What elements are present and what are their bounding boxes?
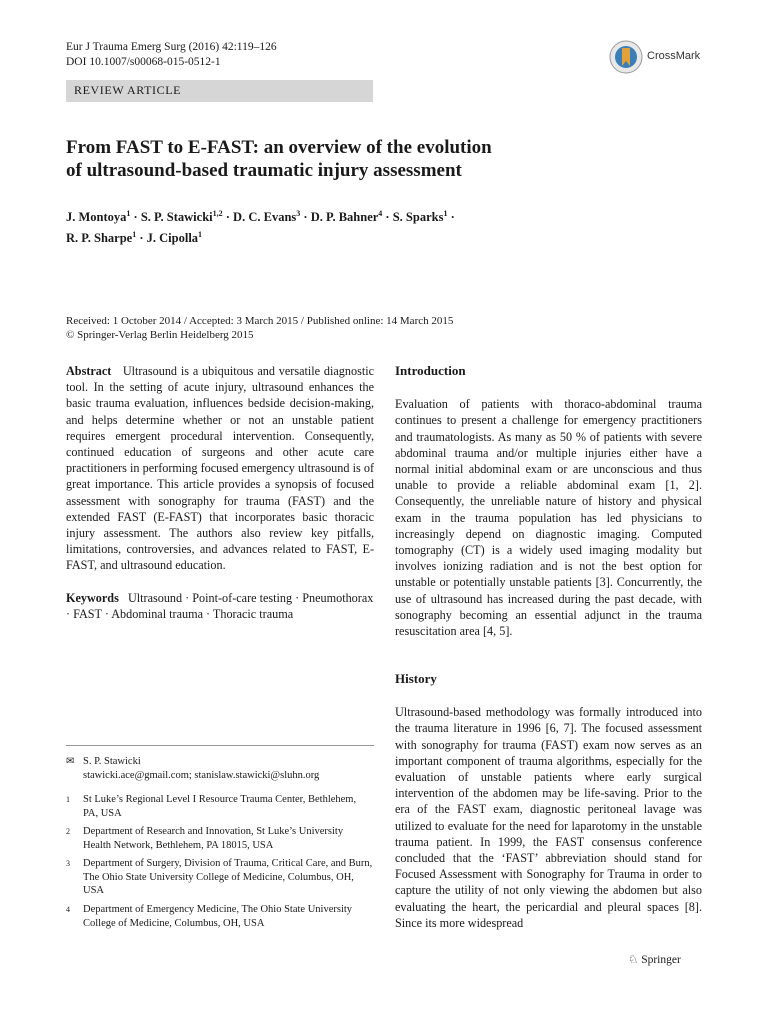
article-type-label: REVIEW ARTICLE [74, 83, 182, 97]
title-line-1: From FAST to E-FAST: an overview of the evolution [66, 137, 492, 158]
history-text: Ultrasound-based methodology was formally introduced into the trauma literature in 1996 [6, 7]. The focused assessment with sonography for trauma (FAST) exam now serves as an important component of trauma algorithms, especially for the evaluation of unstable patients where early surgical intervention of the abdomen may be life-saving. Prior to the era of the FAST exam, diagnostic peritoneal lavage was utilized to evaluate for the need for laparotomy in the unstable trauma patient. In 1999, the FAST consensus conference concluded that the ‘FAST’ abbreviation should stand for Focused Assessment with Sonography for Trauma in order to capture the utility of not only viewing the abdomen but also evaluating the heart, the pericardial and pleural spaces [8]. Since its more widespread [395, 705, 702, 930]
journal-line: Eur J Trauma Emerg Surg (2016) 42:119–126 [66, 41, 277, 53]
history-section [395, 671, 702, 931]
abstract-text: Ultrasound is a ubiquitous and versatile diagnostic tool. In the setting of acute injury, ultrasound enhances the basic trauma evaluation, influences bedside decision-making, and helps determine whether or not an unstable patient requires emergent procedural intervention. Consequently, continued education of surgeons and other acute care practitioners in performing focused emergency ultrasound is of great importance. This article provides a synopsis of focused assessment with sonography for trauma (FAST) and the extended FAST (E-FAST) that incorporates basic thoracic injury assessment. The authors also review key pitfalls, limitations, controversies, and advances related to FAST, E-FAST, and ultrasound education. [66, 364, 374, 573]
author-affiliation: 3 [296, 209, 301, 218]
author-name[interactable]: R. P. Sharpe [66, 231, 133, 246]
author-name[interactable]: D. P. Bahner [310, 210, 379, 225]
publisher-name: Springer [641, 954, 681, 966]
publication-dates [66, 315, 706, 342]
affiliation-2 [66, 825, 374, 853]
author-affiliation: 1,2 [212, 209, 223, 218]
publisher-footer [628, 952, 681, 966]
author-affiliation: 4 [378, 209, 383, 218]
keywords-text: Ultrasound · Point-of-care testing · Pneumothorax · FAST · Abdominal trauma · Thoracic trauma [66, 591, 374, 622]
affiliation-number: 2 [66, 827, 70, 836]
journal-citation [66, 40, 277, 70]
author-affiliation: 1 [443, 209, 448, 218]
correspondence-name: S. P. Stawicki [83, 756, 141, 767]
author-name[interactable]: D. C. Evans [233, 210, 297, 225]
author-affiliation: 1 [198, 230, 203, 240]
springer-logo-icon: ♘ [628, 954, 639, 966]
article-title [66, 136, 706, 182]
affiliation-number: 3 [66, 859, 70, 868]
author-name[interactable]: S. P. Stawicki [140, 210, 213, 225]
affiliation-4 [66, 903, 374, 931]
title-line-2: of ultrasound-based traumatic injury assessment [66, 160, 462, 181]
keywords [66, 590, 374, 622]
doi-line[interactable]: DOI 10.1007/s00068-015-0512-1 [66, 56, 221, 68]
footnote-divider [66, 745, 374, 746]
author-list: J. Montoya$^1$ · S. P. Stawicki$^{1,2}$ · D. C. Evans$^3$ · D. P. Bahner$^4$ · S. Sparks$^1$ · R. P. Sharpe$^1$ · J. Cipolla$^1$ [66, 209, 455, 246]
affiliation-text: Department of Emergency Medicine, The Ohio State University College of Medicine, Columbus, OH, USA [83, 904, 353, 929]
affiliation-1 [66, 793, 374, 821]
abstract [66, 363, 374, 574]
author-name[interactable]: J. Cipolla [146, 231, 199, 246]
introduction-heading: Introduction [395, 363, 466, 378]
crossmark-label: CrossMark [647, 50, 701, 62]
author-affiliation: 1 [126, 209, 131, 218]
affiliation-text: Department of Research and Innovation, St Luke’s University Health Network, Bethlehem, PA 18015, USA [83, 826, 344, 851]
introduction-text: Evaluation of patients with thoraco-abdominal trauma continues to present a challenge for emergency practitioners and traumatologists. As many as 50 % of patients with severe abdominal trauma and/or multiple injuries either have a normal initial abdominal exam or are unconscious and thus unable to provide a reliable abdominal exam [1, 2]. Consequently, the unreliable nature of history and physical exam in the trauma population has led physicians to increasingly depend on diagnostic imaging. Computed tomography (CT) is a widely used imaging modality but involves ionizing radiation and is not the best option for unstable or potentially unstable patients [3]. Concurrently, the use of ultrasound has increased during the past decade, with sonography becoming an essential adjunct in the trauma resuscitation area [4, 5]. [395, 397, 702, 639]
envelope-icon: ✉ [66, 756, 75, 767]
dates-line: Received: 1 October 2014 / Accepted: 3 March 2015 / Published online: 14 March 2015 [66, 315, 454, 327]
author-affiliation: 1 [132, 230, 137, 240]
correspondence-emails[interactable]: stawicki.ace@gmail.com; stanislaw.stawicki@sluhn.org [83, 769, 320, 781]
author-name[interactable]: S. Sparks [392, 210, 444, 225]
affiliation-text: Department of Surgery, Division of Trauma, Critical Care, and Burn, The Ohio State University College of Medicine, Columbus, OH, USA [83, 858, 373, 896]
history-heading: History [395, 671, 437, 686]
crossmark-icon [609, 40, 643, 74]
crossmark-badge[interactable] [609, 40, 719, 76]
introduction-section [395, 363, 702, 639]
correspondence [66, 755, 374, 783]
affiliation-number: 4 [66, 905, 70, 914]
author-name[interactable]: J. Montoya [66, 210, 127, 225]
copyright-line: © Springer-Verlag Berlin Heidelberg 2015 [66, 328, 254, 341]
affiliation-number: 1 [66, 795, 70, 804]
affiliation-text: St Luke’s Regional Level I Resource Trauma Center, Bethlehem, PA, USA [83, 794, 357, 819]
keywords-label: Keywords [66, 591, 119, 605]
abstract-label: Abstract [66, 364, 112, 378]
article-type-banner [66, 80, 373, 102]
affiliation-3 [66, 857, 374, 899]
